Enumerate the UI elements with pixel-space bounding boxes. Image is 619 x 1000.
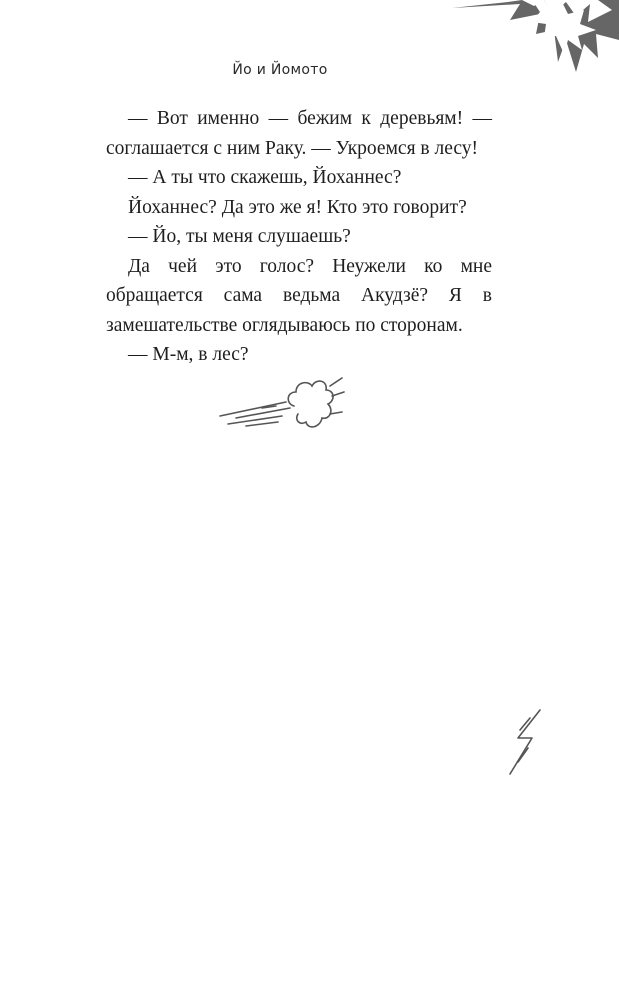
paragraph: — Вот именно — бежим к деревьям! — соглашается с ним Раку. — Укроемся в лесу! [106,108,492,159]
paragraph: — Йо, ты меня слушаешь? [128,226,351,247]
paragraph: — М-м, в лес? [128,344,249,365]
dust-cloud-icon [216,372,346,434]
running-head: Йо и Йомото [232,62,328,78]
paragraph: — А ты что скажешь, Йоханнес? [128,167,402,188]
paragraph: Йоханнес? Да это же я! Кто это говорит? [128,196,467,218]
paragraph: Да чей это голос? Неужели ко мне обращается сама ведьма Акудзё? Я в замешательстве оглядываюсь по сторонам. [106,255,492,336]
explosion-burst-icon [448,0,619,92]
lightning-bolt-icon [506,708,546,778]
body-text [106,104,492,370]
